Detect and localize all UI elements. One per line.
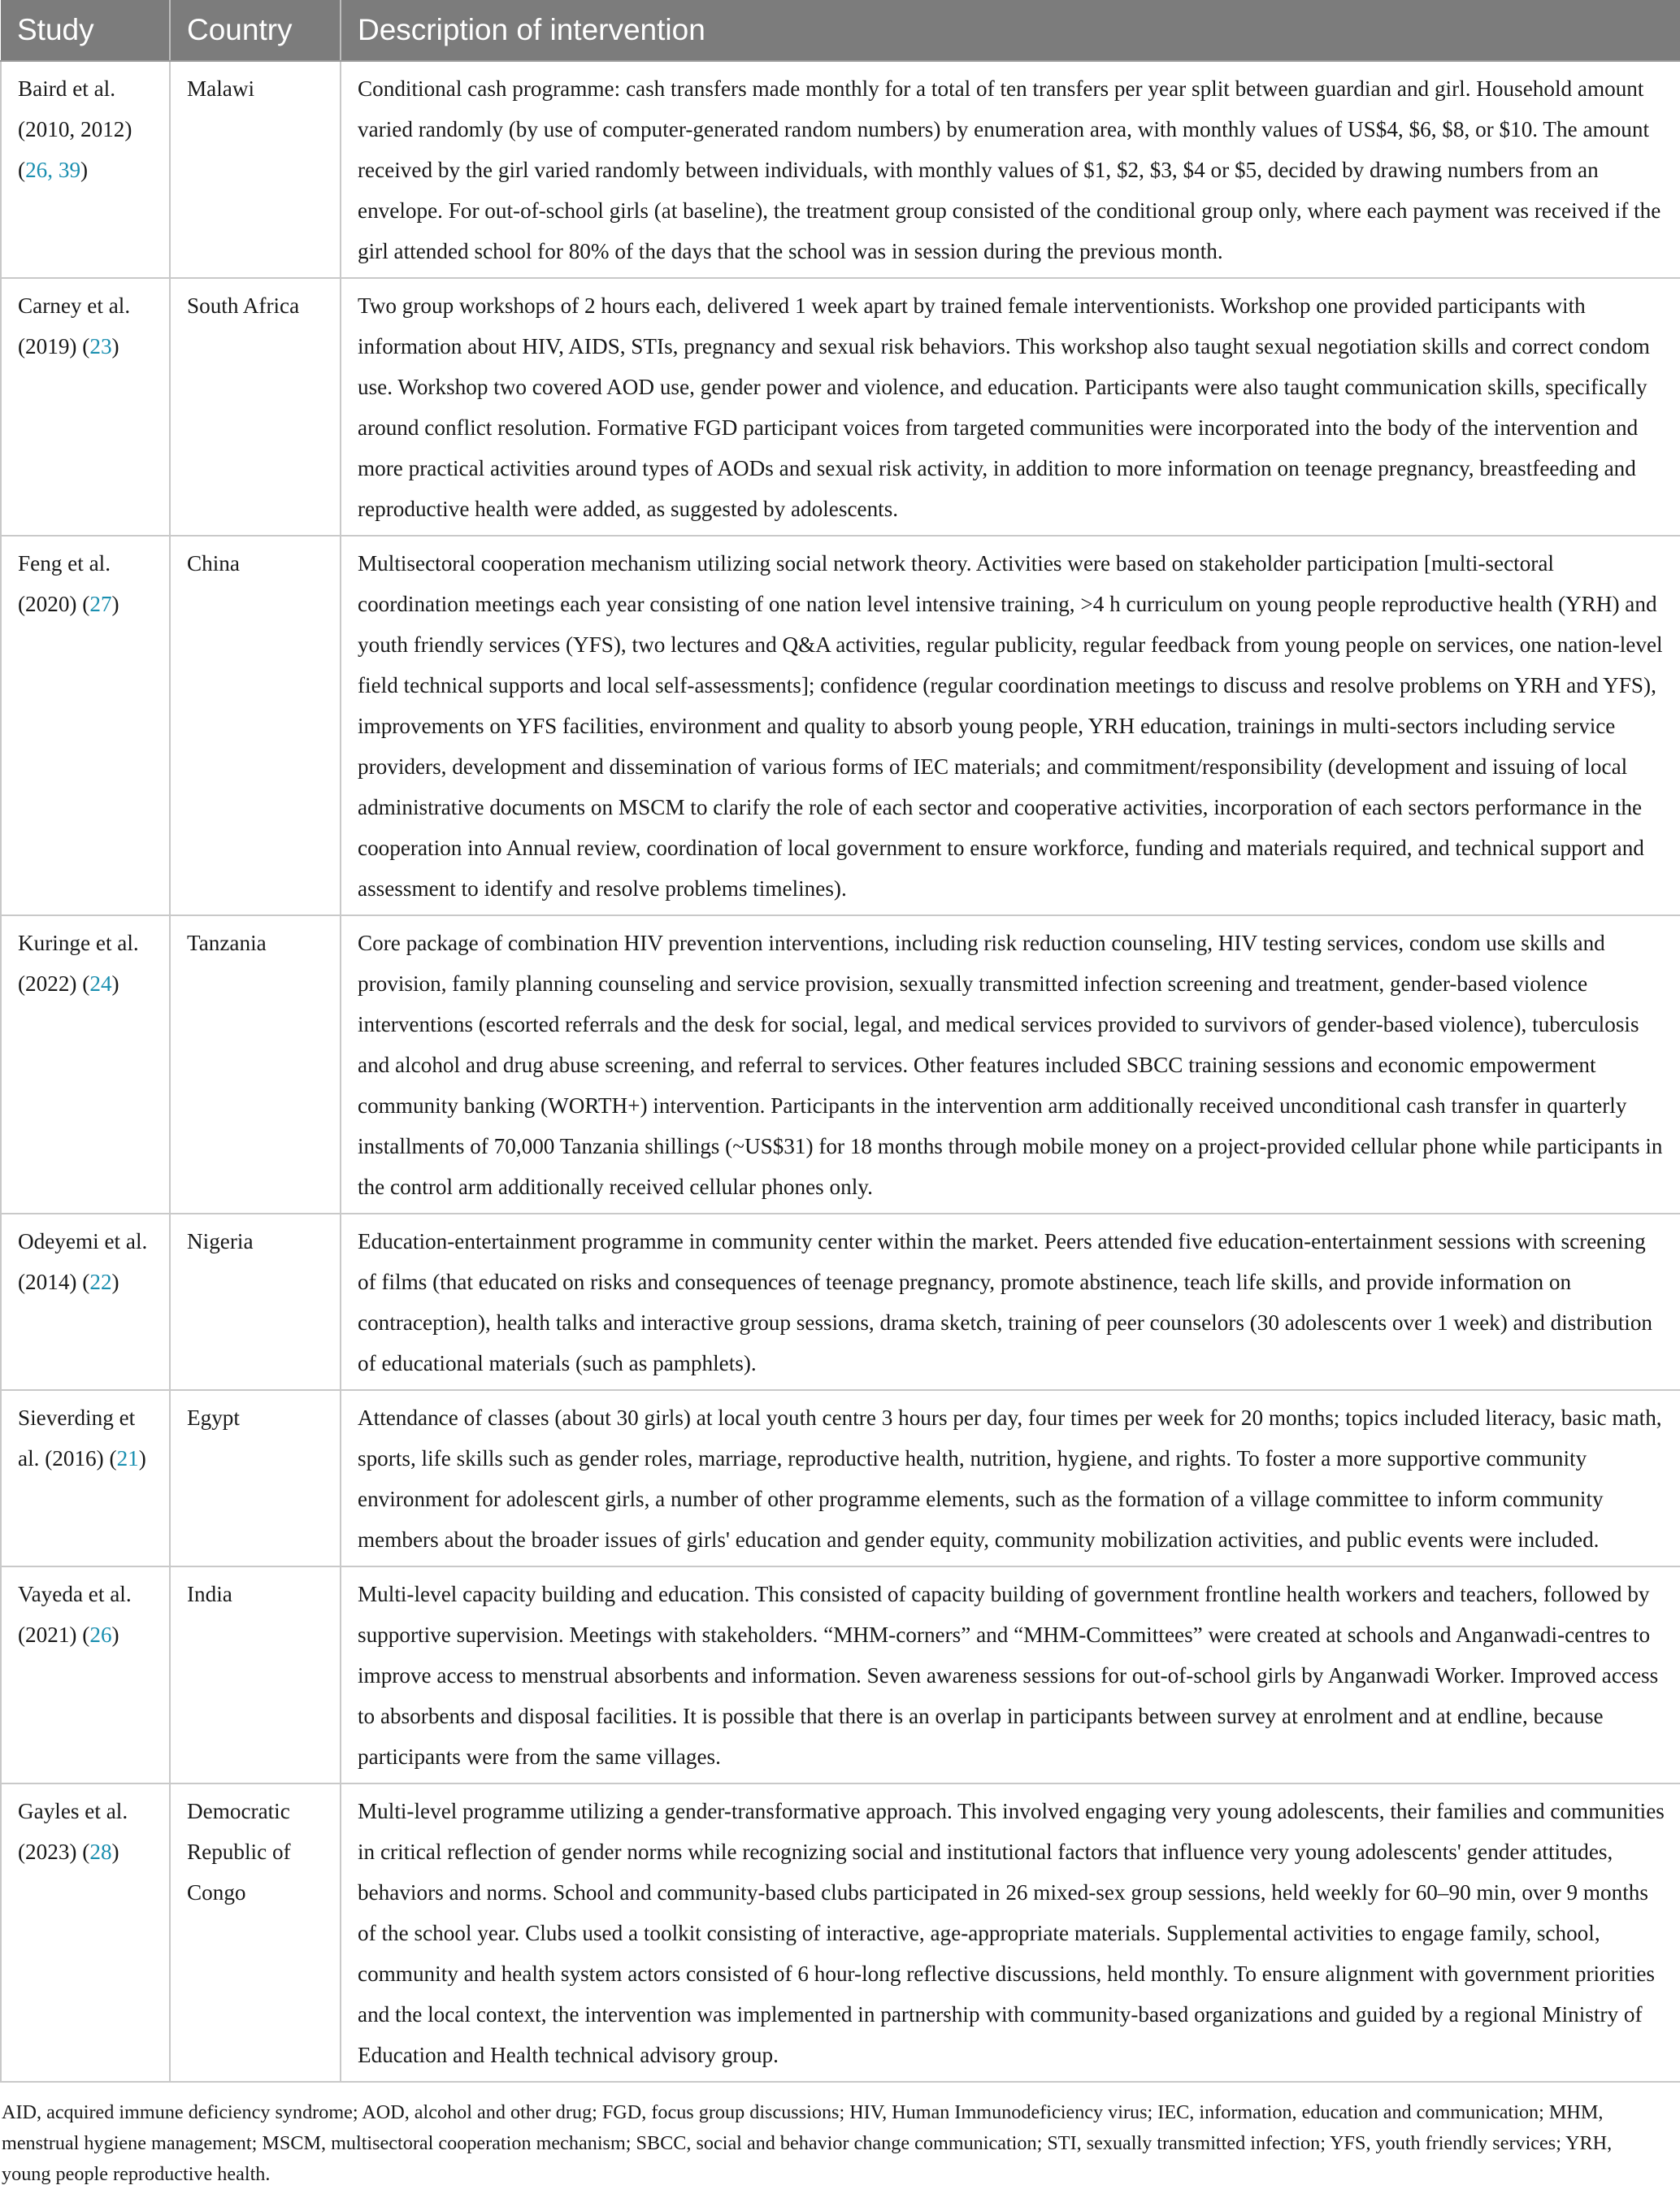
reference-link[interactable]: 26, 39 [25,158,81,182]
description-cell: Attendance of classes (about 30 girls) at local youth centre 3 hours per day, four times per week for 20 months; topics included literacy, basic math, sports, life skills such as gender roles, marriage, reproductive health, nutrition, hygiene, and rights. To foster a more supportive community environment for adolescent girls, a number of other programme elements, such as the formation of a village committee to inform community members about the broader issues of girls' education and gender equity, community mobilization activities, and public events were included. [341,1390,1680,1566]
reference-link[interactable]: 24 [89,971,112,996]
header-row [1,0,1680,61]
country-cell: South Africa [170,278,341,536]
table-row [1,61,1680,278]
table-row [1,536,1680,915]
description-cell: Conditional cash programme: cash transfers made monthly for a total of ten transfers per year split between guardian and girl. Household amount varied randomly (by use of computer-generated random numbers) by enumeration area, with monthly values of US$4, $6, $8, or $10. The amount received by the girl varied randomly between individuals, with monthly values of $1, $2, $3, $4 or $5, decided by drawing numbers from an envelope. For out-of-school girls (at baseline), the treatment group consisted of the conditional group only, where each payment was received if the girl attended school for 80% of the days that the school was in session during the previous month. [341,61,1680,278]
table-row [1,1214,1680,1390]
table-footnote: AID, acquired immune deficiency syndrome; AOD, alcohol and other drug; FGD, focus group discussions; HIV, Human Immunodeficiency virus; IEC, information, education and communication; MHM, menstrual hygiene management; MSCM, multisectoral cooperation mechanism; SBCC, social and behavior change communication; STI, sexually transmitted infection; YFS, youth friendly services; YRH, young people reproductive health. [2,2101,1613,2185]
country-cell: Egypt [170,1390,341,1566]
study-name: Feng et al. (2020) [18,551,111,616]
description-cell: Education-entertainment programme in community center within the market. Peers attended five education-entertainment sessions with screening of films (that educated on risks and consequences of teenage pregnancy, promote abstinence, teach life skills, and provide information on contraception), health talks and interactive group sessions, drama sketch, training of peer counselors (30 adolescents over 1 week) and distribution of educational materials (such as pamphlets). [341,1214,1680,1390]
country-cell: Nigeria [170,1214,341,1390]
header-description: Description of intervention [341,0,1680,61]
reference-link[interactable]: 26 [89,1623,112,1647]
description-cell: Multisectoral cooperation mechanism utilizing social network theory. Activities were based on stakeholder participation [multi-sectoral coordination meetings each year consisting of one nation level intensive training, >4 h curriculum on young people reproductive health (YRH) and youth friendly services (YFS), two lectures and Q&A activities, regular publicity, regular feedback from young people on services, one nation-level field technical supports and local self-assessments]; confidence (regular coordination meetings to discuss and resolve problems on YRH and YFS), improvements on YFS facilities, environment and quality to absorb young people, YRH education, trainings in multi-sectors including service providers, development and dissemination of various forms of IEC materials; and commitment/responsibility (development and issuing of local administrative documents on MSCM to clarify the role of each sector and cooperative activities, incorporation of each sectors performance in the cooperation into Annual review, coordination of local government to ensure workforce, funding and materials required, and technical support and assessment to identify and resolve problems timelines). [341,536,1680,915]
study-name: Vayeda et al. (2021) [18,1582,132,1647]
study-cell: Baird et al. (2010, 2012) (26, 39) [1,61,170,278]
study-cell: Kuringe et al. (2022) (24) [1,915,170,1214]
description-cell: Two group workshops of 2 hours each, delivered 1 week apart by trained female interventionists. Workshop one provided participants with information about HIV, AIDS, STIs, pregnancy and sexual risk behaviors. This workshop also taught sexual negotiation skills and correct condom use. Workshop two covered AOD use, gender power and violence, and education. Participants were also taught communication skills, specifically around conflict resolution. Formative FGD participant voices from targeted communities were incorporated into the body of the intervention and more practical activities around types of AODs and sexual risk activity, in addition to more information on teenage pregnancy, breastfeeding and reproductive health were added, as suggested by adolescents. [341,278,1680,536]
study-name: Kuringe et al. (2022) [18,931,139,996]
table-row [1,1390,1680,1566]
study-name: Sieverding et al. (2016) [18,1405,136,1471]
reference-link[interactable]: 28 [89,1840,112,1864]
description-cell: Core package of combination HIV prevention interventions, including risk reduction counseling, HIV testing services, condom use skills and provision, family planning counseling and service provision, sexually transmitted infection screening and treatment, gender-based violence interventions (escorted referrals and the desk for social, legal, and medical services provided to survivors of gender-based violence), tuberculosis and alcohol and drug abuse screening, and referral to services. Other features included SBCC training sessions and economic empowerment community banking (WORTH+) intervention. Participants in the intervention arm additionally received unconditional cash transfer in quarterly installments of 70,000 Tanzania shillings (~US$31) for 18 months through mobile money on a project-provided cellular phone while participants in the control arm additionally received cellular phones only. [341,915,1680,1214]
country-cell: Tanzania [170,915,341,1214]
study-cell: Gayles et al. (2023) (28) [1,1783,170,2082]
reference-link[interactable]: 23 [89,334,112,358]
country-cell: Malawi [170,61,341,278]
header-study: Study [1,0,170,61]
country-cell: Democratic Republic of Congo [170,1783,341,2082]
header-country: Country [170,0,341,61]
country-cell: China [170,536,341,915]
study-name: Baird et al. (2010, 2012) [18,76,132,141]
study-cell: Feng et al. (2020) (27) [1,536,170,915]
study-name: Carney et al. (2019) [18,293,131,358]
study-cell: Vayeda et al. (2021) (26) [1,1566,170,1783]
description-cell: Multi-level programme utilizing a gender-transformative approach. This involved engaging very young adolescents, their families and communities in critical reflection of gender norms while recognizing social and institutional factors that influence very young adolescents' gender attitudes, behaviors and norms. School and community-based clubs participated in 26 mixed-sex group sessions, held weekly for 60–90 min, over 9 months of the school year. Clubs used a toolkit consisting of interactive, age-appropriate materials. Supplemental activities to engage family, school, community and health system actors consisted of 6 hour-long reflective discussions, held monthly. To ensure alignment with government priorities and the local context, the intervention was implemented in partnership with community-based organizations and guided by a regional Ministry of Education and Health technical advisory group. [341,1783,1680,2082]
description-cell: Multi-level capacity building and education. This consisted of capacity building of government frontline health workers and teachers, followed by supportive supervision. Meetings with stakeholders. “MHM-corners” and “MHM-Committees” were created at schools and Anganwadi-centres to improve access to menstrual absorbents and information. Seven awareness sessions for out-of-school girls by Anganwadi Worker. Improved access to absorbents and disposal facilities. It is possible that there is an overlap in participants between survey at enrolment and at endline, because participants were from the same villages. [341,1566,1680,1783]
study-cell: Sieverding et al. (2016) (21) [1,1390,170,1566]
table-row [1,915,1680,1214]
study-cell: Carney et al. (2019) (23) [1,278,170,536]
country-cell: India [170,1566,341,1783]
reference-link[interactable]: 21 [116,1446,139,1471]
study-cell: Odeyemi et al. (2014) (22) [1,1214,170,1390]
reference-link[interactable]: 27 [89,592,112,616]
reference-link[interactable]: 22 [89,1270,112,1294]
study-name: Gayles et al. (2023) [18,1799,128,1864]
table-row [1,278,1680,536]
table-row [1,1783,1680,2082]
table-row [1,1566,1680,1783]
study-name: Odeyemi et al. (2014) [18,1229,148,1294]
